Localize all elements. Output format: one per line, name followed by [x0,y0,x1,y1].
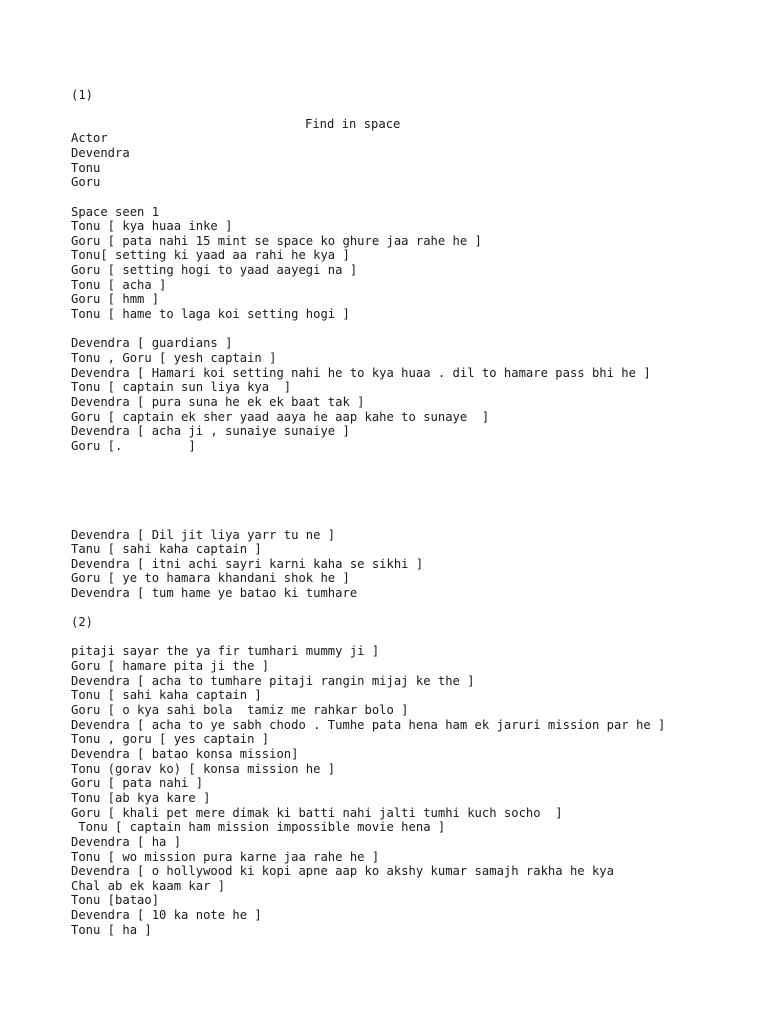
dialogue-line: Devendra [ Hamari koi setting nahi he to kya huaa . dil to hamare pass bhi he ] [71,366,651,380]
dialogue-line: Tonu [ wo mission pura karne jaa rahe he ] [71,850,380,864]
dialogue-line: Devendra [ o hollywood ki kopi apne aap ko akshy kumar samajh rakha he kya [71,864,614,878]
dialogue-line: Devendra [ batao konsa mission] [71,747,299,761]
dialogue-line: Devendra [ acha ji , sunaiye sunaiye ] [71,424,350,438]
dialogue-line: Tonu [ captain ham mission impossible movie hena ] [71,820,446,834]
dialogue-line: Tonu (gorav ko) [ konsa mission he ] [71,762,336,776]
dialogue-line: Goru [ o kya sahi bola tamiz me rahkar bolo ] [71,703,409,717]
dialogue-line: Goru [ pata nahi ] [71,776,204,790]
document-title: Find in space [305,117,401,131]
cast-line: Devendra [71,146,130,160]
dialogue-line: Devendra [ Dil jit liya yarr tu ne ] [71,528,336,542]
dialogue-line: Devendra [ acha to tumhare pitaji rangin mijaj ke the ] [71,674,475,688]
dialogue-line: Devendra [ guardians ] [71,336,233,350]
dialogue-line: Tonu [ acha ] [71,278,167,292]
dialogue-line: Goru [. ] [71,439,196,453]
dialogue-line: Tonu [ captain sun liya kya ] [71,380,292,394]
dialogue-line: Goru [ hamare pita ji the ] [71,659,270,673]
dialogue-line: Goru [ setting hogi to yaad aayegi na ] [71,263,358,277]
dialogue-line: Goru [ pata nahi 15 mint se space ko ghure jaa rahe he ] [71,234,482,248]
dialogue-line: Space seen 1 [71,205,160,219]
dialogue-line: Goru [ khali pet mere dimak ki batti nahi jalti tumhi kuch socho ] [71,806,563,820]
cast-line: Actor [71,131,108,145]
page-number-1: (1) [71,88,94,102]
dialogue-line: Tonu [ ha ] [71,923,152,937]
dialogue-line: Devendra [ itni achi sayri karni kaha se sikhi ] [71,557,424,571]
dialogue-line: Devendra [ pura suna he ek ek baat tak ] [71,395,365,409]
cast-line: Tonu [71,161,101,175]
cast-line: Goru [71,175,101,189]
dialogue-line: Goru [ ye to hamara khandani shok he ] [71,571,350,585]
dialogue-line: Devendra [ acha to ye sabh chodo . Tumhe pata hena ham ek jaruri mission par he ] [71,718,666,732]
dialogue-line: Devendra [ ha ] [71,835,182,849]
dialogue-line: Tonu [ hame to laga koi setting hogi ] [71,307,350,321]
dialogue-line: pitaji sayar the ya fir tumhari mummy ji ] [71,644,380,658]
dialogue-line: Tonu , Goru [ yesh captain ] [71,351,277,365]
dialogue-line: Goru [ captain ek sher yaad aaya he aap kahe to sunaye ] [71,410,490,424]
dialogue-line: Tonu , goru [ yes captain ] [71,732,270,746]
dialogue-line: Tonu [ sahi kaha captain ] [71,688,262,702]
dialogue-line: Devendra [ 10 ka note he ] [71,908,262,922]
dialogue-line: Tonu[ setting ki yaad aa rahi he kya ] [71,248,350,262]
dialogue-line: Tanu [ sahi kaha captain ] [71,542,262,556]
dialogue-line: Goru [ hmm ] [71,292,160,306]
dialogue-line: Devendra [ tum hame ye batao ki tumhare [71,586,358,600]
dialogue-line: Tonu [ab kya kare ] [71,791,211,805]
dialogue-line: Chal ab ek kaam kar ] [71,879,226,893]
dialogue-line: Tonu [ kya huaa inke ] [71,219,233,233]
dialogue-line: Tonu [batao] [71,893,160,907]
page-number-2: (2) [71,615,94,629]
